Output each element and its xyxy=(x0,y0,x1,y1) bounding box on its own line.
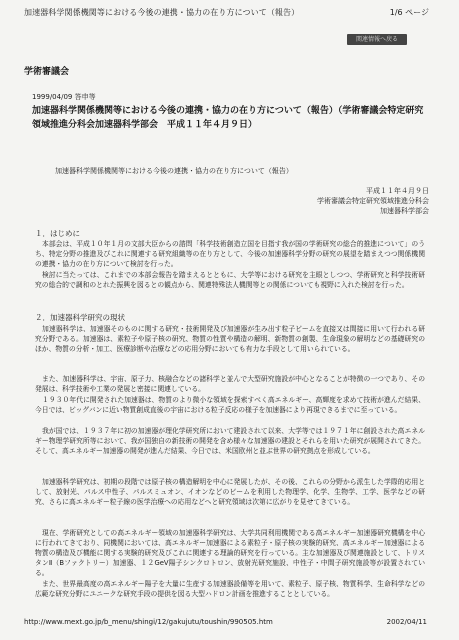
footer-print-date: 2002/04/11 xyxy=(386,618,427,626)
organization-heading: 学術審議会 xyxy=(24,67,70,77)
release-date: 1999/04/09 答申等 xyxy=(32,93,96,101)
report-subtitle: 加速器科学関係機関等における今後の連携・協力の在り方について（報告） xyxy=(55,167,293,175)
header-page-number: 1/6 ページ xyxy=(389,8,429,17)
paragraph: 本部会は、平成１０年１月の文部大臣からの諮問「科学技術創造立国を目指す我が国の学術研究の総合的推進について」のうち、特定分野の推進及びこれに関連する研究組織等の在り方として、今後の加速器科学分野の研究の展望を踏まえつつ関係機関の連携・協力の在り方について検討を行った。 xyxy=(35,240,425,268)
paragraph: 加速器科学は、加速器そのものに関する研究・技術開発及び加速器が生み出す粒子ビームを直接又は間接に用いて行われる研究分野である。加速器は、素粒子や原子核の研究、物質の性質や構造の解明、新物質の創製、生命現象の解明などの基礎研究のほか、物質の分析・加工、医療診断や治療などの応用分野においても有力な手段として用いられている。 xyxy=(35,325,425,353)
header-doc-title: 加速器科学関係機関等における今後の連携・協力の在り方について（報告） xyxy=(24,8,300,17)
footer-url: http://www.mext.go.jp/b_menu/shingi/12/gakujutu/toushin/990505.htm xyxy=(24,618,273,626)
section-heading: １．はじめに xyxy=(35,229,80,238)
paragraph: 加速器科学研究は、初期の段階では原子核の構造解明を中心に発展したが、その後、これらの分野から派生した学際的応用として、放射光、パルス中性子、パルスミュオン、イオンなどのビームを利用した物理学、化学、生物学、工学、医学などの研究、さらに高エネルギー粒子線の医学治療への応用などへと研究領域は次第に広がりを見せてきている。 xyxy=(35,478,425,506)
paragraph: また、世界最高度の高エネルギー陽子を大量に生産する加速器設備等を用いて、素粒子、原子核、物質科学、生命科学などの広範な研究分野にユニークな研究手段の提供を図る大型ハドロン計画を推進することとしている。 xyxy=(35,580,425,598)
paragraph: 検討に当たっては、これまでの本部会報告を踏まえるとともに、大学等における研究を主眼としつつ、学術研究と科学技術研究の総合的で調和のとれた振興を図るとの観点から、関連特殊法人機関等との関係についても視野に入れた検討を行った。 xyxy=(35,271,425,289)
dateline-issuer: 学術審議会特定研究領域推進分科会 xyxy=(317,197,429,205)
dateline xyxy=(317,186,429,216)
back-to-related-button[interactable]: 関連情報へ戻る xyxy=(347,34,407,45)
paragraph: また、加速器科学は、宇宙、原子力、核融合などの諸科学と並んで大型研究施設が中心となることが特徴の一つであり、その発展は、科学技術や工業の発展と密接に関連している。 xyxy=(35,375,425,393)
paragraph: １９３０年代に開発された加速器は、物質のより微小な領域を探索すべく高エネルギー、高輝度を求めて技術が進んだ結果、今日では、ビッグバンに近い物質創成直後の宇宙における粒子反応の様子を加速器により再現できるまでに至っている。 xyxy=(35,396,425,414)
dateline-issuer-sub: 加速器科学部会 xyxy=(380,207,429,215)
section-heading: ２．加速器科学研究の現状 xyxy=(35,313,125,322)
page-title: 加速器科学関係機関等における今後の連携・協力の在り方について（報告）（学術審議会特定研究領域推進分科会加速器科学部会 平成１１年４月９日） xyxy=(32,106,424,130)
paragraph: 現在、学術研究としての高エネルギー領域の加速器科学研究は、大学共同利用機関である高エネルギー加速器研究機構を中心に行われてきており、同機関においては、高エネルギー加速器による素粒子・原子核の実験的研究、高エネルギー加速器による物質の構造及び機能に関する実験的研究及びこれに関連する理論的研究を行っている。主な加速器及び関連施設として、トリスタンⅡ（Bファクトリー）加速器、１２GeV陽子シンクロトロン、放射光研究施設、中性子・中間子研究施設等が設置されている。 xyxy=(35,529,425,577)
dateline-date: 平成１１年４月９日 xyxy=(366,187,429,195)
paragraph: 我が国では、１９３７年に初の加速器が理化学研究所において建設されて以来、大学等では１９７１年に創設された高エネルギー物理学研究所等において、我が国独自の新技術の開発を含め様々な加速器の建設とそれらを用いた研究が展開されてきた。そして、高エネルギー加速器の開発が進んだ結果、今日では、米国欧州と並ぶ世界の研究拠点を形成している。 xyxy=(35,427,425,455)
